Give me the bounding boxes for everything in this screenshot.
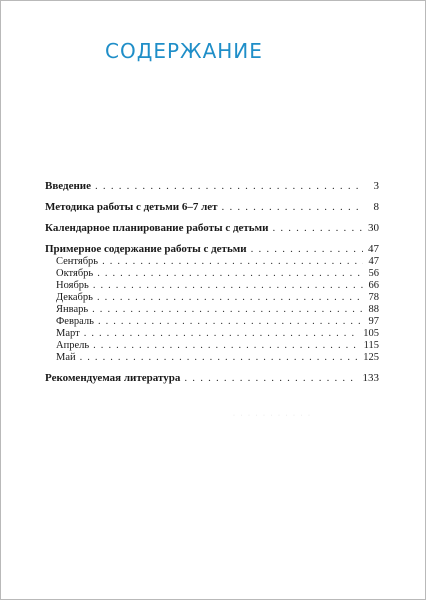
toc-entry-page: 47: [368, 243, 379, 255]
toc-entry-page: 47: [368, 256, 379, 267]
toc-entry-label: Декабрь: [56, 292, 93, 303]
toc-entry-calendar-planning[interactable]: [45, 221, 379, 235]
toc-entry-label: Май: [56, 352, 76, 363]
toc-entry-page: 115: [363, 340, 379, 351]
toc-entry-label: Январь: [56, 304, 89, 315]
toc-entry-page: 97: [368, 316, 379, 327]
toc-leader-dots: [92, 304, 363, 316]
toc-subentry-november[interactable]: [45, 280, 379, 292]
toc-entry-label: Рекомендуемая литература: [45, 372, 181, 384]
toc-entry-label: Апрель: [56, 340, 90, 351]
toc-subentry-october[interactable]: [45, 268, 379, 280]
toc-leader-dots: [272, 221, 363, 235]
toc-leader-dots: [97, 292, 363, 304]
toc-subentry-february[interactable]: [45, 316, 379, 328]
toc-entry-label: Ноябрь: [56, 280, 89, 291]
toc-entry-page: 66: [368, 280, 379, 291]
toc-entry-page: 133: [362, 372, 379, 384]
toc-leader-dots: [80, 352, 360, 364]
toc-subentry-march[interactable]: [45, 328, 379, 340]
toc-entry-page: 125: [363, 352, 379, 363]
toc-entry-methodology[interactable]: [45, 200, 379, 214]
toc-leader-dots: [184, 371, 358, 385]
toc-subentry-december[interactable]: [45, 292, 379, 304]
toc-entry-page: 88: [368, 304, 379, 315]
toc-entry-label: Введение: [45, 180, 92, 192]
toc-leader-dots: [93, 340, 359, 352]
toc-entry-page: 8: [373, 201, 379, 213]
toc-leader-dots: [251, 242, 363, 256]
page-title: СОДЕРЖАНИЕ: [105, 39, 263, 63]
decorative-faint-dots: · · · · · · · · · · ·: [233, 413, 312, 419]
toc-entry-page: 3: [373, 180, 379, 192]
toc-leader-dots: [93, 280, 363, 292]
toc-entry-sample-content[interactable]: [45, 242, 379, 256]
toc-entry-page: 56: [368, 268, 379, 279]
toc-entry-recommended-literature[interactable]: [45, 371, 379, 385]
toc-subentry-april[interactable]: [45, 340, 379, 352]
toc-leader-dots: [98, 316, 363, 328]
toc-entry-label: Март: [56, 328, 80, 339]
toc-leader-dots: [95, 179, 363, 193]
toc-leader-dots: [222, 200, 363, 214]
toc-entry-label: Методика работы с детьми 6–7 лет: [45, 201, 218, 213]
toc-entry-label: Сентябрь: [56, 256, 99, 267]
toc-entry-page: 30: [368, 222, 379, 234]
toc-entry-introduction[interactable]: [45, 179, 379, 193]
table-of-contents: [45, 179, 379, 385]
toc-entry-page: 105: [363, 328, 379, 339]
toc-leader-dots: [84, 328, 360, 340]
toc-entry-label: Февраль: [56, 316, 94, 327]
toc-entry-label: Октябрь: [56, 268, 94, 279]
toc-subentry-may[interactable]: [45, 352, 379, 364]
toc-entry-label: Примерное содержание работы с детьми: [45, 243, 247, 255]
toc-leader-dots: [102, 256, 363, 268]
toc-subentry-january[interactable]: [45, 304, 379, 316]
toc-entry-label: Календарное планирование работы с детьми: [45, 222, 269, 234]
toc-leader-dots: [97, 268, 363, 280]
toc-subentry-september[interactable]: [45, 256, 379, 268]
toc-entry-page: 78: [368, 292, 379, 303]
